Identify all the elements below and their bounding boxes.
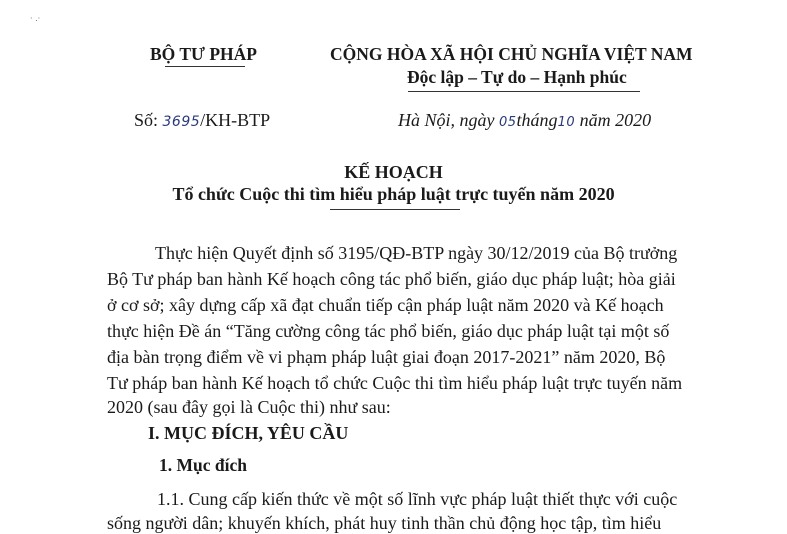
subtitle-underline — [330, 209, 460, 210]
intro-line-2: Bộ Tư pháp ban hành Kế hoạch công tác phổ biến, giáo dục pháp luật; hòa giải — [107, 269, 676, 289]
document-subtitle: Tổ chức Cuộc thi tìm hiểu pháp luật trực tuyến năm 2020 — [172, 184, 615, 204]
number-suffix: /KH-BTP — [200, 110, 271, 130]
intro-line-3: ở cơ sở; xây dựng cấp xã đạt chuẩn tiếp cận pháp luật năm 2020 và Kế hoạch — [107, 295, 664, 315]
document-number — [134, 110, 270, 131]
intro-line-5: địa bàn trọng điểm về vi phạm pháp luật giai đoạn 2017-2021” năm 2020, Bộ — [107, 347, 666, 367]
date-prefix: Hà Nội, ngày — [398, 110, 499, 130]
section-heading: I. MỤC ĐÍCH, YÊU CẦU — [148, 423, 349, 443]
intro-line-4: thực hiện Đề án “Tăng cường công tác phổ biến, giáo dục pháp luật tại một số — [107, 321, 670, 341]
scan-speck: · .· — [30, 14, 41, 23]
agency-name: BỘ TƯ PHÁP — [150, 44, 257, 64]
para-line-1: 1.1. Cung cấp kiến thức về một số lĩnh vực pháp luật thiết thực với cuộc — [157, 489, 678, 509]
para-line-2: sống người dân; khuyến khích, phát huy tinh thần chủ động học tập, tìm hiểu — [107, 513, 662, 533]
month-label: tháng — [516, 110, 558, 130]
handwritten-day: 05 — [499, 115, 517, 130]
motto-underline — [408, 91, 640, 92]
subsection-heading: 1. Mục đích — [159, 455, 247, 475]
handwritten-number: 3695 — [162, 114, 201, 130]
document-title: KẾ HOẠCH — [344, 162, 443, 182]
place-and-date — [398, 110, 651, 131]
agency-underline — [165, 66, 245, 67]
national-title: CỘNG HÒA XÃ HỘI CHỦ NGHĨA VIỆT NAM — [330, 44, 693, 64]
intro-line-7: 2020 (sau đây gọi là Cuộc thi) như sau: — [107, 397, 391, 417]
national-motto: Độc lập – Tự do – Hạnh phúc — [407, 67, 627, 87]
intro-line-6: Tư pháp ban hành Kế hoạch tổ chức Cuộc thi tìm hiểu pháp luật trực tuyến năm — [107, 373, 683, 393]
date-year: năm 2020 — [575, 110, 652, 130]
handwritten-month: 10 — [557, 115, 576, 130]
intro-line-1: Thực hiện Quyết định số 3195/QĐ-BTP ngày 30/12/2019 của Bộ trưởng — [155, 243, 678, 263]
number-prefix: Số: — [134, 110, 163, 130]
